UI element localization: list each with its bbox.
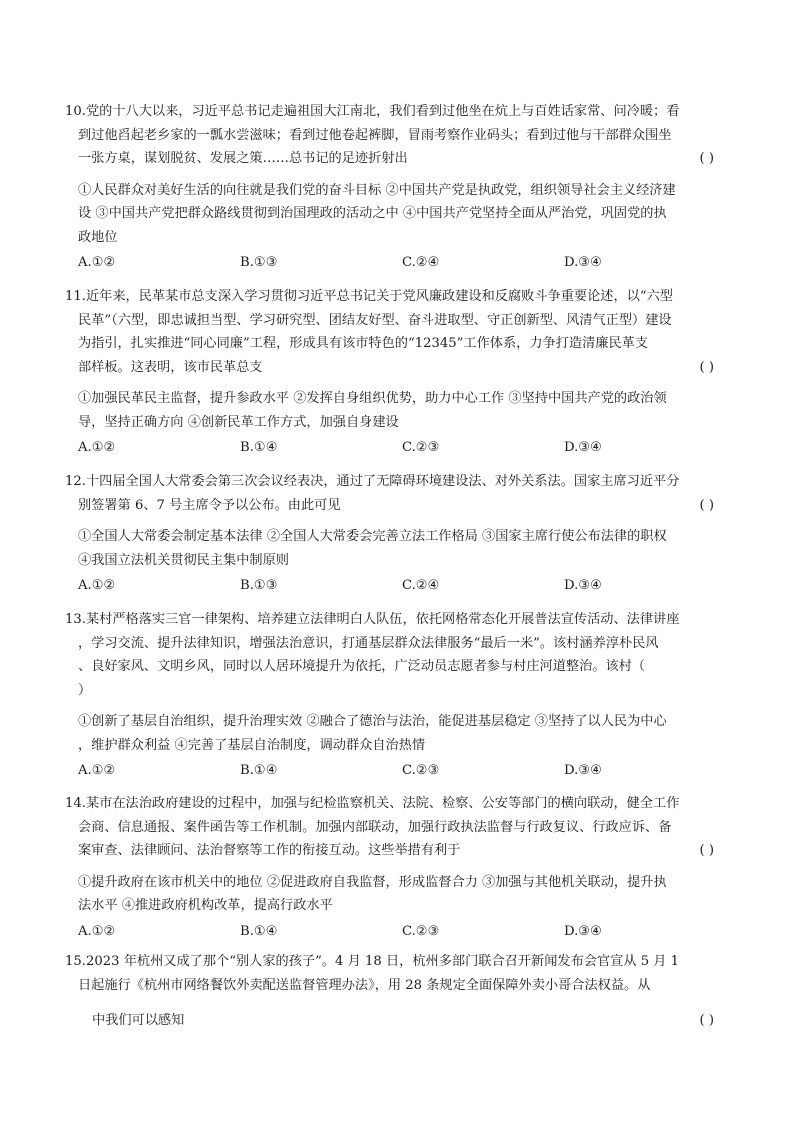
question-10 <box>65 100 726 273</box>
question-12 <box>65 470 726 596</box>
choice-c[interactable]: C.②③ <box>402 763 440 778</box>
choice-b[interactable]: B.①④ <box>240 440 278 455</box>
choice-a[interactable]: A.①② <box>78 578 116 593</box>
statement-options: ①人民群众对美好生活的向往就是我们党的奋斗目标 ②中国共产党是执政党，组织领导社会主义经济建 设 ③中国共产党把群众路线贯彻到治国理政的活动之中 ④中国共产党坚持全面从严治党，巩固党的执 政地位 <box>78 182 676 245</box>
choice-d[interactable]: D.③④ <box>564 763 602 778</box>
question-15 <box>65 950 726 1031</box>
choice-d[interactable]: D.③④ <box>564 923 602 939</box>
choice-c[interactable]: C.②④ <box>402 578 440 593</box>
statement-options: ①全国人大常委会制定基本法律 ②全国人大常委会完善立法工作格局 ③国家主席行使公布法律的职权 ④我国立法机关贯彻民主集中制原则 <box>78 529 667 568</box>
answer-choices <box>78 438 726 458</box>
question-13 <box>65 608 726 781</box>
choice-b[interactable]: B.①④ <box>240 763 278 778</box>
question-11 <box>65 285 726 458</box>
choice-d[interactable]: D.③④ <box>564 440 602 455</box>
question-stem: 14.某市在法治政府建设的过程中，加强与纪检监察机关、法院、检察、公安等部门的横向联动，健全工作 会商、信息通报、案件函告等工作机制。加强内部联动，加强行政执法监督与行政复议、行政应诉、备 案审查、法律顾问、法治督察等工作的衔接互动。这些举措有利于 ( ) <box>78 792 726 863</box>
question-number: 15. <box>65 954 86 969</box>
answer-choices <box>78 761 726 781</box>
choice-a[interactable]: A.①② <box>78 923 116 939</box>
question-stem: 13.某村严格落实三官一律架构、培养建立法律明白人队伍，依托网格常态化开展普法宣传活动、法律讲座 ，学习交流、提升法律知识，增强法治意识，打通基层群众法律服务“最后一米”。该村涵养淳朴民风 、良好家风、文明乡风，同时以人居环境提升为依托，广泛动员志愿者参与村庄河道整治。该村（ ） <box>65 612 680 698</box>
choice-a[interactable]: A.①② <box>78 763 116 778</box>
answer-choices <box>78 922 726 942</box>
question-number: 13. <box>65 612 86 627</box>
question-number: 12. <box>65 474 86 489</box>
choice-d[interactable]: D.③④ <box>564 578 602 593</box>
question-stem-tail: 中我们可以感知 <box>92 1013 185 1028</box>
choice-b[interactable]: B.①④ <box>240 923 278 939</box>
choice-d[interactable]: D.③④ <box>564 255 602 270</box>
question-14 <box>65 792 726 942</box>
answer-choices <box>78 576 726 596</box>
question-stem: 10.党的十八大以来，习近平总书记走遍祖国大江南北，我们看到过他坐在炕上与百姓话家常、问冷暖；看 到过他舀起老乡家的一瓢水尝滋味；看到过他卷起裤脚，冒雨考察作业码头；看到过他与干部群众围坐 一张方桌，谋划脱贫、发展之策……总书记的足迹折射出 ( ) <box>78 100 726 171</box>
choice-c[interactable]: C.②③ <box>402 923 440 939</box>
choice-c[interactable]: C.②④ <box>402 255 440 270</box>
choice-b[interactable]: B.①③ <box>240 255 278 270</box>
choice-b[interactable]: B.①③ <box>240 578 278 593</box>
answer-choices <box>78 253 726 273</box>
question-stem: 11.近年来，民革某市总支深入学习贯彻习近平总书记关于党风廉政建设和反腐败斗争重要论述，以“六型 民革”（六型，即忠诚担当型、学习研究型、团结友好型、奋斗进取型、守正创新型、风清气正型）建设 为指引，扎实推进“同心同廉”工程，形成具有该市特色的“12345”工作体系，力争打造清廉民革支 部样板。这表明，该市民革总支 ( ) <box>78 285 726 379</box>
statement-options: ①加强民革民主监督，提升参政水平 ②发挥自身组织优势，助力中心工作 ③坚持中国共产党的政治领 导，坚持正确方向 ④创新民革工作方式，加强自身建设 <box>78 391 667 430</box>
statement-options: ①创新了基层自治组织，提升治理实效 ②融合了德治与法治，能促进基层稳定 ③坚持了以人民为中心 ，维护群众利益 ④完善了基层自治制度，调动群众自治热情 <box>78 714 667 753</box>
choice-a[interactable]: A.①② <box>78 440 116 455</box>
question-stem: 15.2023 年杭州又成了那个“别人家的孩子”。4 月 18 日，杭州多部门联合召开新闻发布会官宣从 5 月 1 日起施行《杭州市网络餐饮外卖配送监督管理办法》，用 28 条规定全面保障外卖小哥合法权益。从 <box>65 954 680 993</box>
answer-bracket[interactable]: ( ) <box>699 497 714 513</box>
question-stem: 12.十四届全国人大常委会第三次会议经表决，通过了无障碍环境建设法、对外关系法。国家主席习近平分 别签署第 6、7 号主席令予以公布。由此可见 ( ) <box>78 470 726 517</box>
answer-bracket[interactable]: ( ) <box>699 1013 714 1028</box>
statement-options: ①提升政府在该市机关中的地位 ②促进政府自我监督，形成监督合力 ③加强与其他机关联动，提升执 法水平 ④推进政府机构改革，提高行政水平 <box>78 874 667 913</box>
choice-a[interactable]: A.①② <box>78 255 116 270</box>
question-number: 14. <box>65 796 86 811</box>
answer-bracket[interactable]: ( ) <box>699 151 714 166</box>
question-number: 11. <box>65 289 86 304</box>
question-number: 10. <box>65 104 86 119</box>
choice-c[interactable]: C.②③ <box>402 440 440 455</box>
answer-bracket[interactable]: ( ) <box>699 359 714 375</box>
answer-bracket[interactable]: ( ) <box>699 843 714 858</box>
